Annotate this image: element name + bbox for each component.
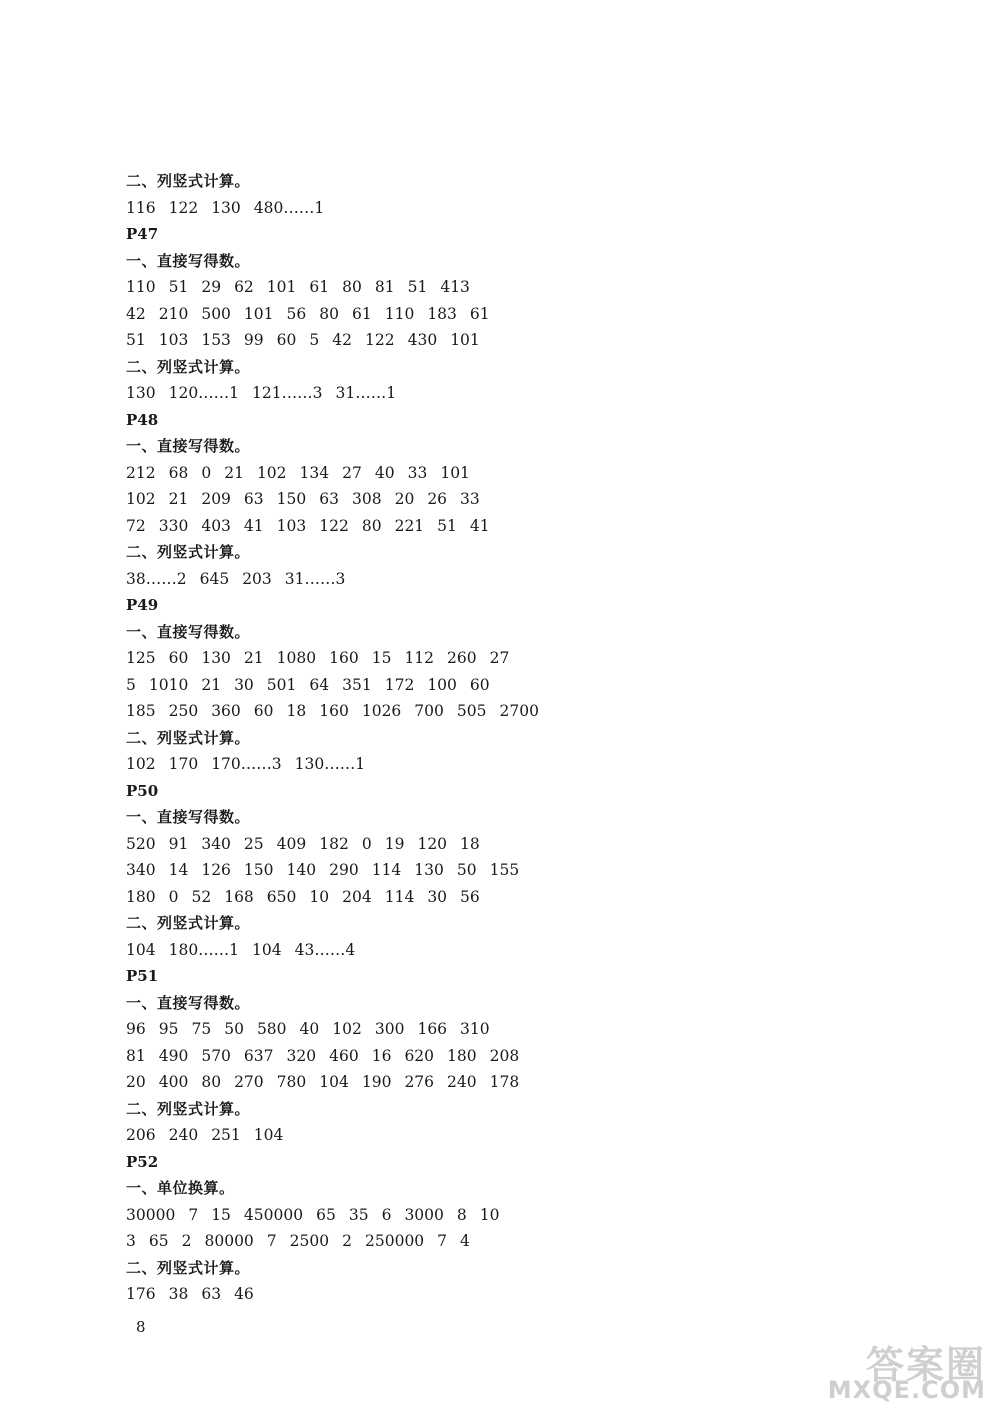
answer-value: 2500: [289, 1232, 330, 1250]
answer-value: 5: [309, 331, 320, 349]
answer-row: [126, 1043, 886, 1070]
answer-value: 212: [126, 463, 156, 482]
answer-value: 166: [417, 1020, 448, 1038]
answer-value: 63: [243, 490, 264, 508]
answer-value: 29: [201, 278, 222, 296]
answer-value: 6: [381, 1205, 392, 1224]
answer-value: 130: [126, 384, 156, 402]
answer-value: 56: [286, 304, 307, 323]
answer-value: 56: [460, 887, 480, 906]
section-heading: 一、直接写得数。: [126, 437, 251, 455]
section-heading: 二、列竖式计算。: [126, 357, 251, 376]
section-heading: 一、直接写得数。: [126, 251, 251, 270]
answer-row: [126, 1069, 886, 1096]
answer-value: 15: [371, 649, 392, 667]
answer-value: 100: [427, 675, 457, 694]
answer-row: [126, 1281, 886, 1308]
answer-value: 35: [348, 1205, 369, 1224]
answer-value: 310: [460, 1020, 490, 1038]
answer-value: 240: [168, 1126, 199, 1144]
answer-row: [126, 1122, 886, 1149]
answer-value: 102: [332, 1020, 362, 1038]
answer-value: 91: [168, 834, 189, 853]
answer-value: 501: [266, 675, 297, 694]
answer-value: 51: [126, 331, 146, 349]
answer-value: 2700: [499, 702, 539, 720]
answer-value: 150: [276, 490, 307, 508]
answer-value: 20: [394, 490, 415, 508]
answer-value: 102: [126, 755, 156, 773]
answer-value: 180: [447, 1046, 477, 1065]
answer-row: [126, 327, 886, 354]
answer-value: 110: [384, 304, 415, 323]
answer-value: 21: [243, 649, 264, 667]
answer-value: 42: [332, 331, 352, 349]
watermark-text-bottom: MXQE.COM: [827, 1376, 986, 1404]
answer-value: 65: [316, 1205, 336, 1224]
answer-value: 780: [276, 1073, 307, 1091]
answer-value: 210: [158, 304, 189, 323]
answer-value: 38……2: [126, 569, 187, 588]
answer-row: [126, 1202, 886, 1229]
section-heading: 一、直接写得数。: [126, 993, 251, 1012]
page-reference: P50: [126, 781, 159, 800]
answer-value: 645: [199, 569, 230, 588]
answer-row: [126, 937, 886, 964]
answer-value: 104: [253, 1126, 284, 1144]
answer-value: 41: [243, 516, 264, 535]
answer-value: 250000: [365, 1232, 425, 1250]
answer-row: [126, 857, 886, 884]
answer-value: 270: [234, 1073, 264, 1091]
answer-value: 33: [460, 490, 480, 508]
answer-value: 61: [469, 304, 490, 323]
answer-row: [126, 195, 886, 222]
answer-value: 25: [243, 834, 264, 853]
answer-value: 155: [489, 861, 520, 879]
answer-value: 8: [456, 1205, 467, 1224]
answer-value: 21: [168, 490, 189, 508]
answer-value: 19: [384, 834, 405, 853]
page-reference: P49: [126, 596, 159, 614]
answer-row: [126, 460, 886, 487]
answer-value: 30000: [126, 1205, 176, 1224]
answer-value: 102: [126, 490, 156, 508]
answer-value: 38: [168, 1285, 189, 1303]
watermark-logo: [726, 1334, 986, 1404]
answer-value: 180: [126, 887, 156, 906]
answer-value: 250: [168, 702, 199, 720]
answer-value: 26: [427, 490, 448, 508]
answer-value: 68: [168, 463, 189, 482]
answer-value: 320: [286, 1046, 317, 1065]
answer-value: 251: [211, 1126, 241, 1144]
answer-value: 500: [201, 304, 231, 323]
section-heading: 二、列竖式计算。: [126, 543, 251, 561]
answer-value: 7: [437, 1232, 448, 1250]
answer-value: 27: [489, 649, 510, 667]
answer-value: 134: [299, 463, 330, 482]
answer-value: 80: [319, 304, 339, 323]
answer-value: 168: [224, 887, 254, 906]
answer-value: 2: [342, 1232, 352, 1250]
answer-value: 700: [414, 702, 444, 720]
answer-value: 43……4: [294, 940, 356, 959]
answer-value: 400: [158, 1073, 189, 1091]
section-heading: 一、直接写得数。: [126, 622, 251, 641]
answer-value: 96: [126, 1020, 146, 1038]
answer-value: 15: [211, 1205, 231, 1224]
answer-value: 60: [253, 702, 274, 720]
answer-row: [126, 672, 886, 699]
answer-value: 450000: [243, 1205, 304, 1224]
answer-value: 60: [276, 331, 297, 349]
section-heading: 二、列竖式计算。: [126, 914, 251, 932]
answer-value: 21: [201, 675, 222, 694]
answer-row: [126, 380, 886, 407]
answer-value: 114: [371, 861, 402, 879]
answer-value: 160: [329, 649, 359, 667]
answer-value: 637: [243, 1046, 274, 1065]
answer-value: 330: [158, 516, 189, 535]
answer-value: 95: [158, 1020, 179, 1038]
answer-value: 7: [188, 1205, 199, 1224]
answer-value: 122: [365, 331, 395, 349]
answer-row: [126, 513, 886, 540]
answer-value: 140: [286, 861, 317, 879]
answer-value: 204: [342, 887, 372, 906]
answer-value: 172: [384, 675, 415, 694]
answer-value: 14: [168, 861, 189, 879]
answer-value: 63: [201, 1285, 222, 1303]
answer-value: 403: [201, 516, 231, 535]
answer-row: [126, 831, 886, 858]
answer-row: [126, 698, 886, 725]
answer-value: 190: [361, 1073, 392, 1091]
answer-value: 18: [286, 702, 307, 720]
answer-value: 490: [158, 1046, 189, 1065]
answer-value: 409: [276, 834, 307, 853]
answer-value: 340: [201, 834, 231, 853]
answer-value: 21: [224, 463, 244, 482]
answer-value: 110: [126, 278, 156, 296]
answer-value: 130: [211, 198, 241, 217]
page-reference: P47: [126, 225, 159, 243]
answer-value: 104: [252, 940, 282, 959]
answer-value: 206: [126, 1126, 156, 1144]
answer-value: 208: [489, 1046, 520, 1065]
answer-value: 160: [319, 702, 349, 720]
answer-value: 52: [191, 887, 212, 906]
answer-value: 2: [181, 1232, 192, 1250]
section-heading: 二、列竖式计算。: [126, 728, 251, 747]
answer-value: 430: [407, 331, 438, 349]
answer-value: 50: [456, 861, 477, 879]
answer-value: 182: [319, 834, 349, 853]
answer-value: 16: [371, 1046, 392, 1065]
section-heading: 一、单位换算。: [126, 1179, 235, 1197]
answer-value: 300: [374, 1020, 405, 1038]
answer-key-content: [126, 168, 886, 1308]
answer-value: 80: [342, 278, 362, 296]
answer-value: 80000: [204, 1232, 254, 1250]
answer-row: [126, 1016, 886, 1043]
answer-row: [126, 486, 886, 513]
answer-value: 185: [126, 702, 156, 720]
page-reference: P48: [126, 410, 159, 429]
answer-value: 240: [447, 1073, 477, 1091]
watermark-text-top: 答案圈: [865, 1343, 986, 1387]
answer-value: 10: [479, 1205, 500, 1224]
answer-value: 114: [384, 887, 415, 906]
answer-value: 308: [351, 490, 382, 508]
answer-row: [126, 566, 886, 593]
answer-value: 51: [407, 278, 428, 296]
section-heading: 一、直接写得数。: [126, 808, 251, 826]
section-heading: 二、列竖式计算。: [126, 172, 251, 190]
answer-value: 40: [374, 463, 395, 482]
answer-value: 260: [447, 649, 477, 667]
answer-value: 80: [201, 1073, 222, 1091]
answer-value: 40: [299, 1020, 320, 1038]
answer-value: 176: [126, 1285, 156, 1303]
answer-value: 1010: [148, 675, 189, 694]
answer-value: 122: [319, 516, 349, 535]
answer-value: 0: [168, 887, 179, 906]
answer-value: 150: [243, 861, 274, 879]
answer-value: 3: [126, 1232, 136, 1250]
answer-value: 81: [374, 278, 395, 296]
answer-value: 170……3: [211, 755, 282, 773]
answer-value: 61: [351, 304, 372, 323]
answer-value: 30: [234, 675, 254, 694]
answer-row: [126, 1228, 886, 1255]
section-heading: 二、列竖式计算。: [126, 1258, 251, 1277]
answer-value: 520: [126, 834, 156, 853]
answer-row: [126, 884, 886, 911]
answer-value: 101: [440, 463, 470, 482]
answer-value: 153: [201, 331, 231, 349]
answer-value: 121……3: [252, 384, 323, 402]
answer-value: 27: [342, 463, 362, 482]
answer-value: 42: [126, 304, 146, 323]
answer-value: 60: [469, 675, 490, 694]
answer-value: 31……1: [335, 384, 397, 402]
answer-value: 0: [361, 834, 372, 853]
page-reference: P51: [126, 967, 159, 985]
answer-value: 351: [342, 675, 372, 694]
answer-value: 650: [266, 887, 297, 906]
answer-value: 30: [427, 887, 448, 906]
answer-value: 41: [469, 516, 490, 535]
answer-value: 116: [126, 198, 156, 217]
answer-row: [126, 751, 886, 778]
answer-value: 183: [427, 304, 457, 323]
answer-value: 10: [309, 887, 330, 906]
answer-value: 0: [201, 463, 212, 482]
answer-value: 126: [201, 861, 231, 879]
answer-value: 112: [404, 649, 435, 667]
answer-value: 61: [309, 278, 330, 296]
answer-value: 170: [168, 755, 199, 773]
answer-value: 7: [266, 1232, 277, 1250]
answer-value: 101: [450, 331, 480, 349]
answer-value: 72: [126, 516, 146, 535]
answer-value: 180……1: [168, 940, 240, 959]
answer-value: 276: [404, 1073, 435, 1091]
answer-value: 62: [234, 278, 254, 296]
answer-value: 103: [276, 516, 307, 535]
answer-value: 101: [266, 278, 297, 296]
answer-value: 340: [126, 861, 156, 879]
answer-value: 101: [243, 304, 274, 323]
answer-value: 460: [329, 1046, 359, 1065]
answer-value: 120: [417, 834, 448, 853]
answer-value: 130: [201, 649, 231, 667]
answer-value: 120……1: [168, 384, 240, 402]
answer-value: 18: [460, 834, 480, 853]
answer-value: 1080: [276, 649, 317, 667]
answer-value: 221: [394, 516, 425, 535]
answer-value: 20: [126, 1073, 146, 1091]
answer-value: 31……3: [284, 569, 346, 588]
answer-value: 125: [126, 649, 156, 667]
answer-value: 60: [168, 649, 189, 667]
answer-value: 104: [319, 1073, 349, 1091]
answer-value: 122: [168, 198, 199, 217]
answer-value: 104: [126, 940, 156, 959]
answer-value: 620: [404, 1046, 435, 1065]
answer-value: 63: [319, 490, 339, 508]
answer-value: 580: [256, 1020, 287, 1038]
answer-row: [126, 274, 886, 301]
answer-value: 130: [414, 861, 444, 879]
answer-value: 203: [242, 569, 272, 588]
answer-value: 4: [460, 1232, 470, 1250]
answer-value: 5: [126, 675, 136, 694]
answer-value: 50: [224, 1020, 244, 1038]
page-reference: P52: [126, 1152, 159, 1171]
answer-value: 46: [234, 1285, 254, 1303]
answer-value: 209: [201, 490, 231, 508]
answer-value: 570: [201, 1046, 231, 1065]
page-number: 8: [136, 1318, 146, 1336]
answer-value: 33: [407, 463, 428, 482]
answer-value: 99: [243, 331, 264, 349]
answer-value: 80: [361, 516, 382, 535]
answer-value: 3000: [404, 1205, 444, 1224]
answer-value: 81: [126, 1046, 146, 1065]
answer-row: [126, 301, 886, 328]
answer-value: 103: [158, 331, 189, 349]
answer-value: 290: [329, 861, 359, 879]
answer-value: 51: [168, 278, 189, 296]
answer-value: 75: [191, 1020, 212, 1038]
answer-value: 505: [456, 702, 487, 720]
answer-value: 64: [309, 675, 330, 694]
answer-value: 51: [437, 516, 457, 535]
answer-value: 413: [440, 278, 470, 296]
answer-value: 360: [211, 702, 241, 720]
section-heading: 二、列竖式计算。: [126, 1099, 251, 1118]
answer-value: 130……1: [294, 755, 366, 773]
answer-row: [126, 645, 886, 672]
answer-value: 178: [489, 1073, 520, 1091]
answer-value: 65: [148, 1232, 169, 1250]
answer-value: 480……1: [253, 198, 325, 217]
answer-value: 102: [256, 463, 287, 482]
answer-value: 1026: [361, 702, 402, 720]
